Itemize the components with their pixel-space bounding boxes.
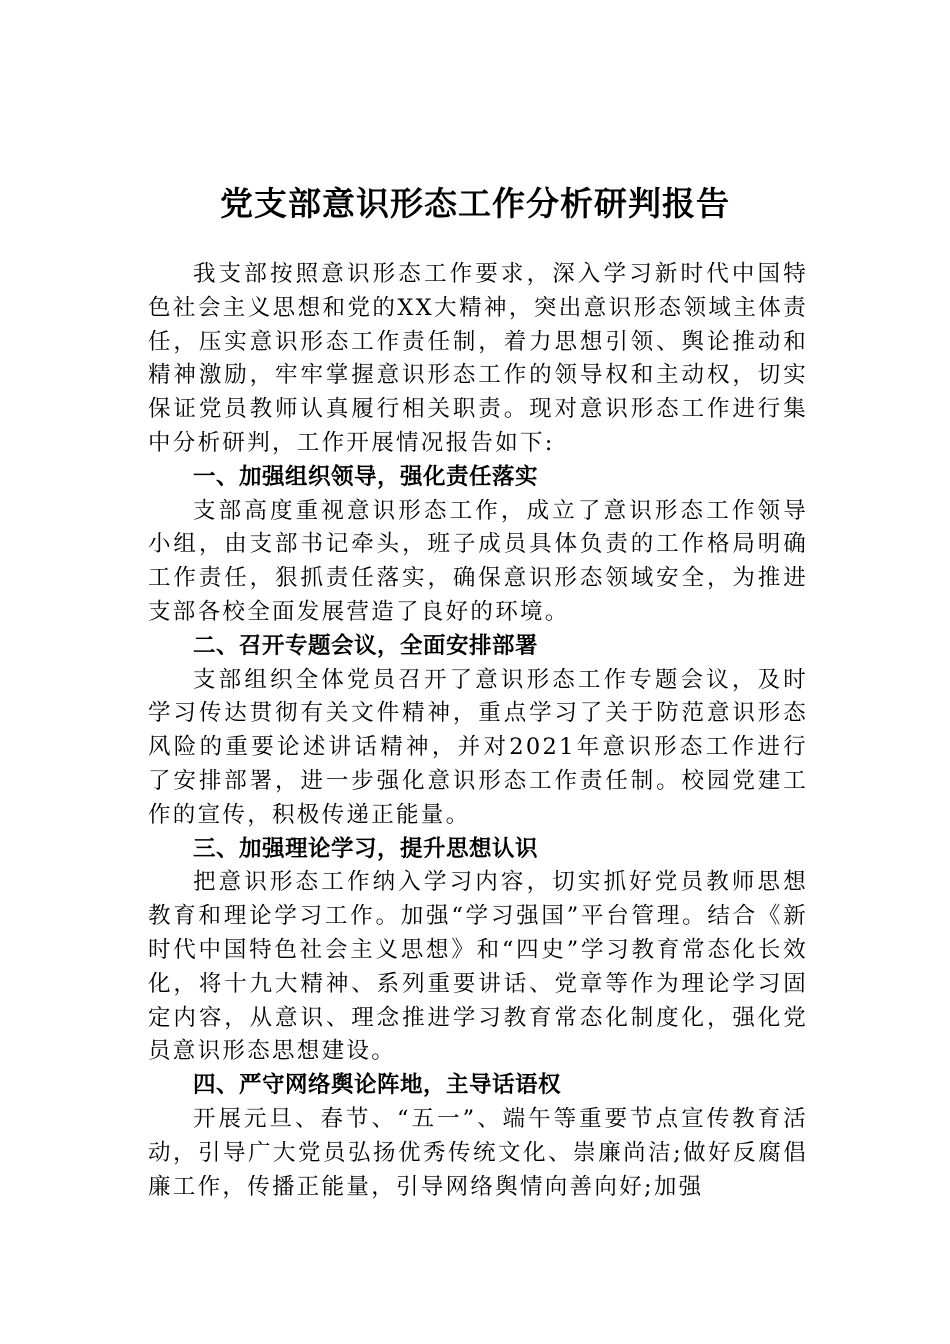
intro-paragraph: 我支部按照意识形态工作要求，深入学习新时代中国特色社会主义思想和党的XX大精神，突出意识形态领域主体责任，压实意识形态工作责任制，着力思想引领、舆论推动和精神激励，牢牢掌握意识形态工作的领导权和主动权，切实保证党员教师认真履行相关职责。现对意识形态工作进行集中分析研判，工作开展情况报告如下: [148,261,808,456]
section-heading-3: 三、加强理论学习，提升思想认识 [193,835,539,862]
section-heading-4: 四、严守网络舆论阵地，主导话语权 [193,1072,562,1099]
section-heading-1: 一、加强组织领导，强化责任落实 [193,463,539,490]
document-title: 党支部意识形态工作分析研判报告 [220,184,730,224]
section-text-3: 把意识形态工作纳入学习内容，切实抓好党员教师思想教育和理论学习工作。加强“学习强国”平台管理。结合《新时代中国特色社会主义思想》和“四史”学习教育常态化长效化，将十九大精神、系列重要讲话、党章等作为理论学习固定内容，从意识、理念推进学习教育常态化制度化，强化党员意识形态思想建设。 [148,869,808,1065]
section-text-1: 支部高度重视意识形态工作，成立了意识形态工作领导小组，由支部书记牵头，班子成员具体负责的工作格局明确工作责任，狠抓责任落实，确保意识形态领域安全，为推进支部各校全面发展营造了良好的环境。 [148,497,808,625]
section-heading-2: 二、召开专题会议，全面安排部署 [193,632,539,659]
section-text-4: 开展元旦、春节、“五一”、端午等重要节点宣传教育活动，引导广大党员弘扬优秀传统文化、崇廉尚洁;做好反腐倡廉工作，传播正能量，引导网络舆情向善向好;加强 [148,1105,808,1200]
section-text-2: 支部组织全体党员召开了意识形态工作专题会议，及时学习传达贯彻有关文件精神，重点学习了关于防范意识形态风险的重要论述讲话精神，并对2021年意识形态工作进行了安排部署，进一步强化意识形态工作责任制。校园党建工作的宣传，积极传递正能量。 [148,666,808,828]
document-body [148,258,808,1204]
